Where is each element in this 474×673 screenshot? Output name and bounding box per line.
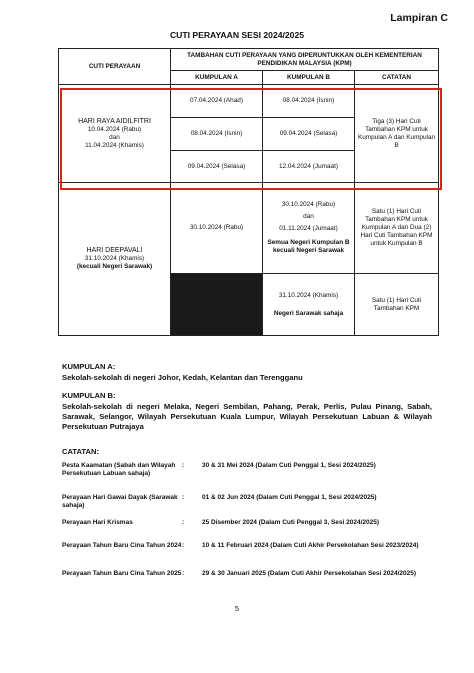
deepavali-b-1-date1: 30.10.2024 (Rabu): [281, 201, 336, 208]
raya-date-and: dan: [109, 133, 120, 141]
catatan-value: 29 & 30 Januari 2025 (Dalam Cuti Akhir Persekolahan Sesi 2024/2025): [202, 570, 417, 577]
deepavali-name: HARI DEEPAVALI: [86, 247, 143, 254]
header-cuti-perayaan: CUTI PERAYAAN: [59, 49, 171, 85]
deepavali-catatan-2: Satu (1) Hari Cuti Tambahan KPM: [355, 274, 439, 336]
catatan-heading: CATATAN:: [62, 447, 99, 456]
raya-catatan: Tiga (3) Hari Cuti Tambahan KPM untuk Kumpulan A dan Kumpulan B: [355, 85, 439, 183]
catatan-value: 25 Disember 2024 (Dalam Cuti Penggal 3, Sesi 2024/2025): [202, 519, 380, 526]
catatan-colon: :: [182, 494, 185, 501]
deepavali-b-2-date: 31.10.2024 (Khamis): [278, 291, 339, 299]
catatan-value: 30 & 31 Mei 2024 (Dalam Cuti Penggal 1, Sesi 2024/2025): [202, 462, 376, 469]
deepavali-b-2-states: Negeri Sarawak sahaja: [273, 309, 344, 317]
deepavali-b-1-date2: 01.11.2024 (Jumaat): [279, 225, 338, 232]
header-kumpulan-b: KUMPULAN B: [263, 71, 355, 85]
catatan-label: Perayaan Hari Gawai Dayak (Sarawak sahaja): [62, 494, 178, 510]
page-title: CUTI PERAYAAN SESI 2024/2025: [169, 30, 305, 40]
appendix-label: Lampiran C: [390, 12, 448, 24]
header-catatan: CATATAN: [355, 71, 439, 85]
deepavali-exception: (kecuali Negeri Sarawak): [76, 263, 153, 270]
page-number: 5: [235, 606, 239, 613]
redacted-cell: [171, 274, 263, 336]
deepavali-a-1: 30.10.2024 (Rabu): [171, 183, 263, 274]
raya-b-3: 12.04.2024 (Jumaat): [263, 151, 355, 183]
deepavali-b-1: [263, 183, 355, 274]
raya-name: HARI RAYA AIDILFITRI: [78, 117, 151, 125]
raya-a-3: 09.04.2024 (Selasa): [171, 151, 263, 183]
catatan-label: Perayaan Hari Krismas: [62, 519, 133, 526]
deepavali-b-1-and: dan: [303, 213, 314, 220]
raya-b-1: 08.04.2024 (Isnin): [263, 85, 355, 118]
catatan-label: Perayaan Tahun Baru Cina Tahun 2025: [62, 570, 182, 577]
catatan-label: Perayaan Tahun Baru Cina Tahun 2024: [62, 542, 182, 549]
kumpulan-a-heading: KUMPULAN A:: [62, 362, 116, 371]
catatan-value: 01 & 02 Jun 2024 (Dalam Cuti Penggal 1, Sesi 2024/2025): [202, 494, 377, 501]
catatan-list: [62, 462, 442, 602]
raya-a-2: 08.04.2024 (Isnin): [171, 118, 263, 151]
raya-a-1: 07.04.2024 (Ahad): [171, 85, 263, 118]
raya-b-2: 09.04.2024 (Selasa): [263, 118, 355, 151]
kumpulan-b-heading: KUMPULAN B:: [62, 391, 116, 400]
kumpulan-a-text: Sekolah-sekolah di negeri Johor, Kedah, Kelantan dan Terengganu: [62, 373, 303, 382]
deepavali-catatan-1: Satu (1) Hari Cuti Tambahan KPM untuk Kumpulan A dan Dua (2) Hari Cuti Tambahan KPM untuk Kumpulan B: [355, 183, 439, 274]
catatan-value: 10 & 11 Februari 2024 (Dalam Cuti Akhir Persekolahan Sesi 2023/2024): [202, 542, 419, 549]
header-tambahan: TAMBAHAN CUTI PERAYAAN YANG DIPERUNTUKKAN OLEH KEMENTERIAN PENDIDIKAN MALAYSIA (KPM): [171, 49, 439, 71]
catatan-label: Pesta Kaamatan (Sabah dan Wilayah Persekutuan Labuan sahaja): [62, 462, 176, 478]
deepavali-date: 31.10.2024 (Khamis): [84, 255, 145, 262]
deepavali-b-1-states: Semua Negeri Kumpulan B kecuali Negeri Sarawak: [267, 239, 350, 254]
deepavali-holiday-cell: [59, 183, 171, 336]
header-kumpulan-a: KUMPULAN A: [171, 71, 263, 85]
kumpulan-b-text: Sekolah-sekolah di negeri Melaka, Negeri Sembilan, Pahang, Perak, Perlis, Pulau Pinang, Sabah, Sarawak, Selangor, Wilayah Persekutuan Kuala Lumpur, Wilayah Persekutuan Labuan & Wilayah Persekutuan Putrajaya: [62, 402, 432, 432]
highlight-box: [60, 88, 442, 190]
catatan-colon: :: [182, 519, 185, 526]
deepavali-b-2: [263, 274, 355, 336]
catatan-colon: :: [182, 570, 185, 577]
catatan-colon: :: [182, 462, 185, 469]
raya-date-1: 10.04.2024 (Rabu): [87, 125, 142, 133]
raya-date-2: 11.04.2024 (Khamis): [85, 141, 144, 149]
catatan-colon: :: [182, 542, 185, 549]
